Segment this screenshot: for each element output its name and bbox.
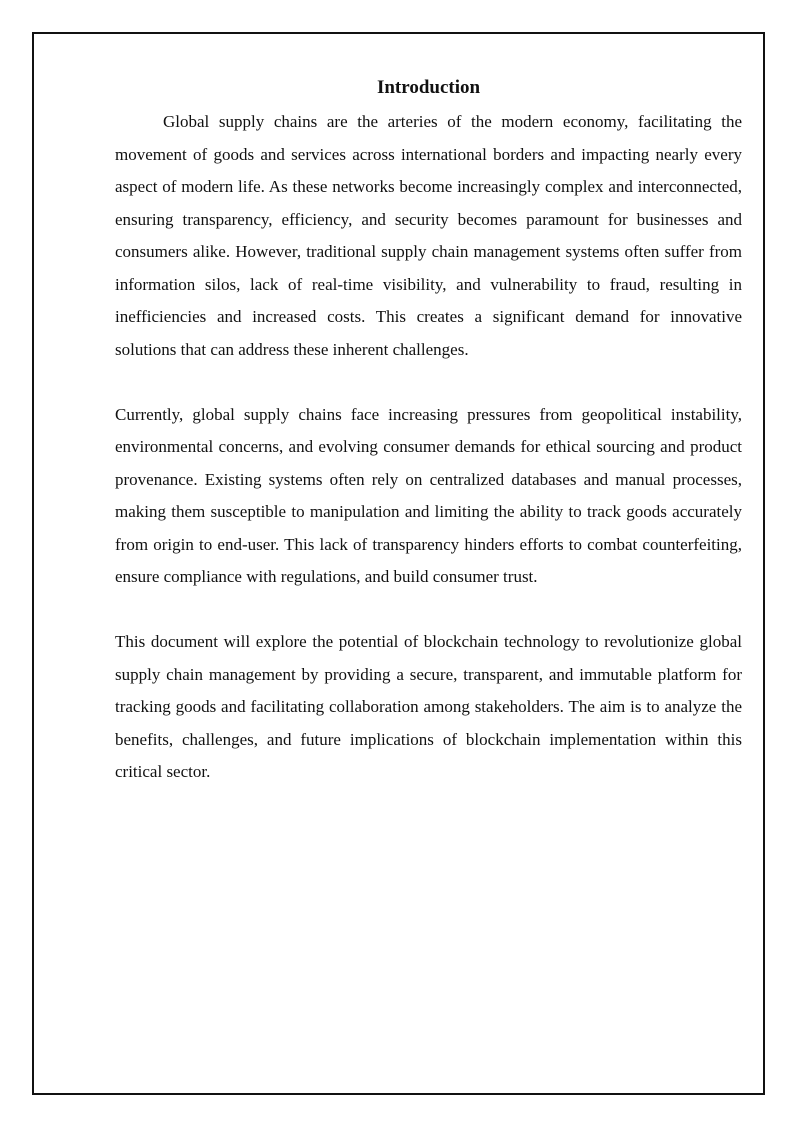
paragraph-2: Currently, global supply chains face increasing pressures from geopolitical instability, environmental concerns, and evolving consumer demands for ethical sourcing and product provenance. Existing systems often rely on centralized databases and manual processes, making them susceptible to manipulation and limiting the ability to track goods accurately from origin to end-user. This lack of transparency hinders efforts to combat counterfeiting, ensure compliance with regulations, and build consumer trust.	[115, 404, 742, 586]
paragraph-3: This document will explore the potential of blockchain technology to revolutionize global supply chain management by providing a secure, transparent, and immutable platform for tracking goods and facilitating collaboration among stakeholders. The aim is to analyze the benefits, challenges, and future implications of blockchain implementation within this critical sector.	[115, 632, 742, 781]
paragraph-1: Global supply chains are the arteries of the modern economy, facilitating the movement of goods and services across international borders and impacting nearly every aspect of modern life. As these networks become increasingly complex and interconnected, ensuring transparency, efficiency, and security becomes paramount for businesses and consumers alike. However, traditional supply chain management systems often suffer from information silos, lack of real-time visibility, and vulnerability to fraud, resulting in inefficiencies and increased costs. This creates a significant demand for innovative solutions that can address these inherent challenges.	[115, 112, 742, 359]
document-body	[115, 74, 742, 789]
section-heading: Introduction	[376, 77, 481, 98]
